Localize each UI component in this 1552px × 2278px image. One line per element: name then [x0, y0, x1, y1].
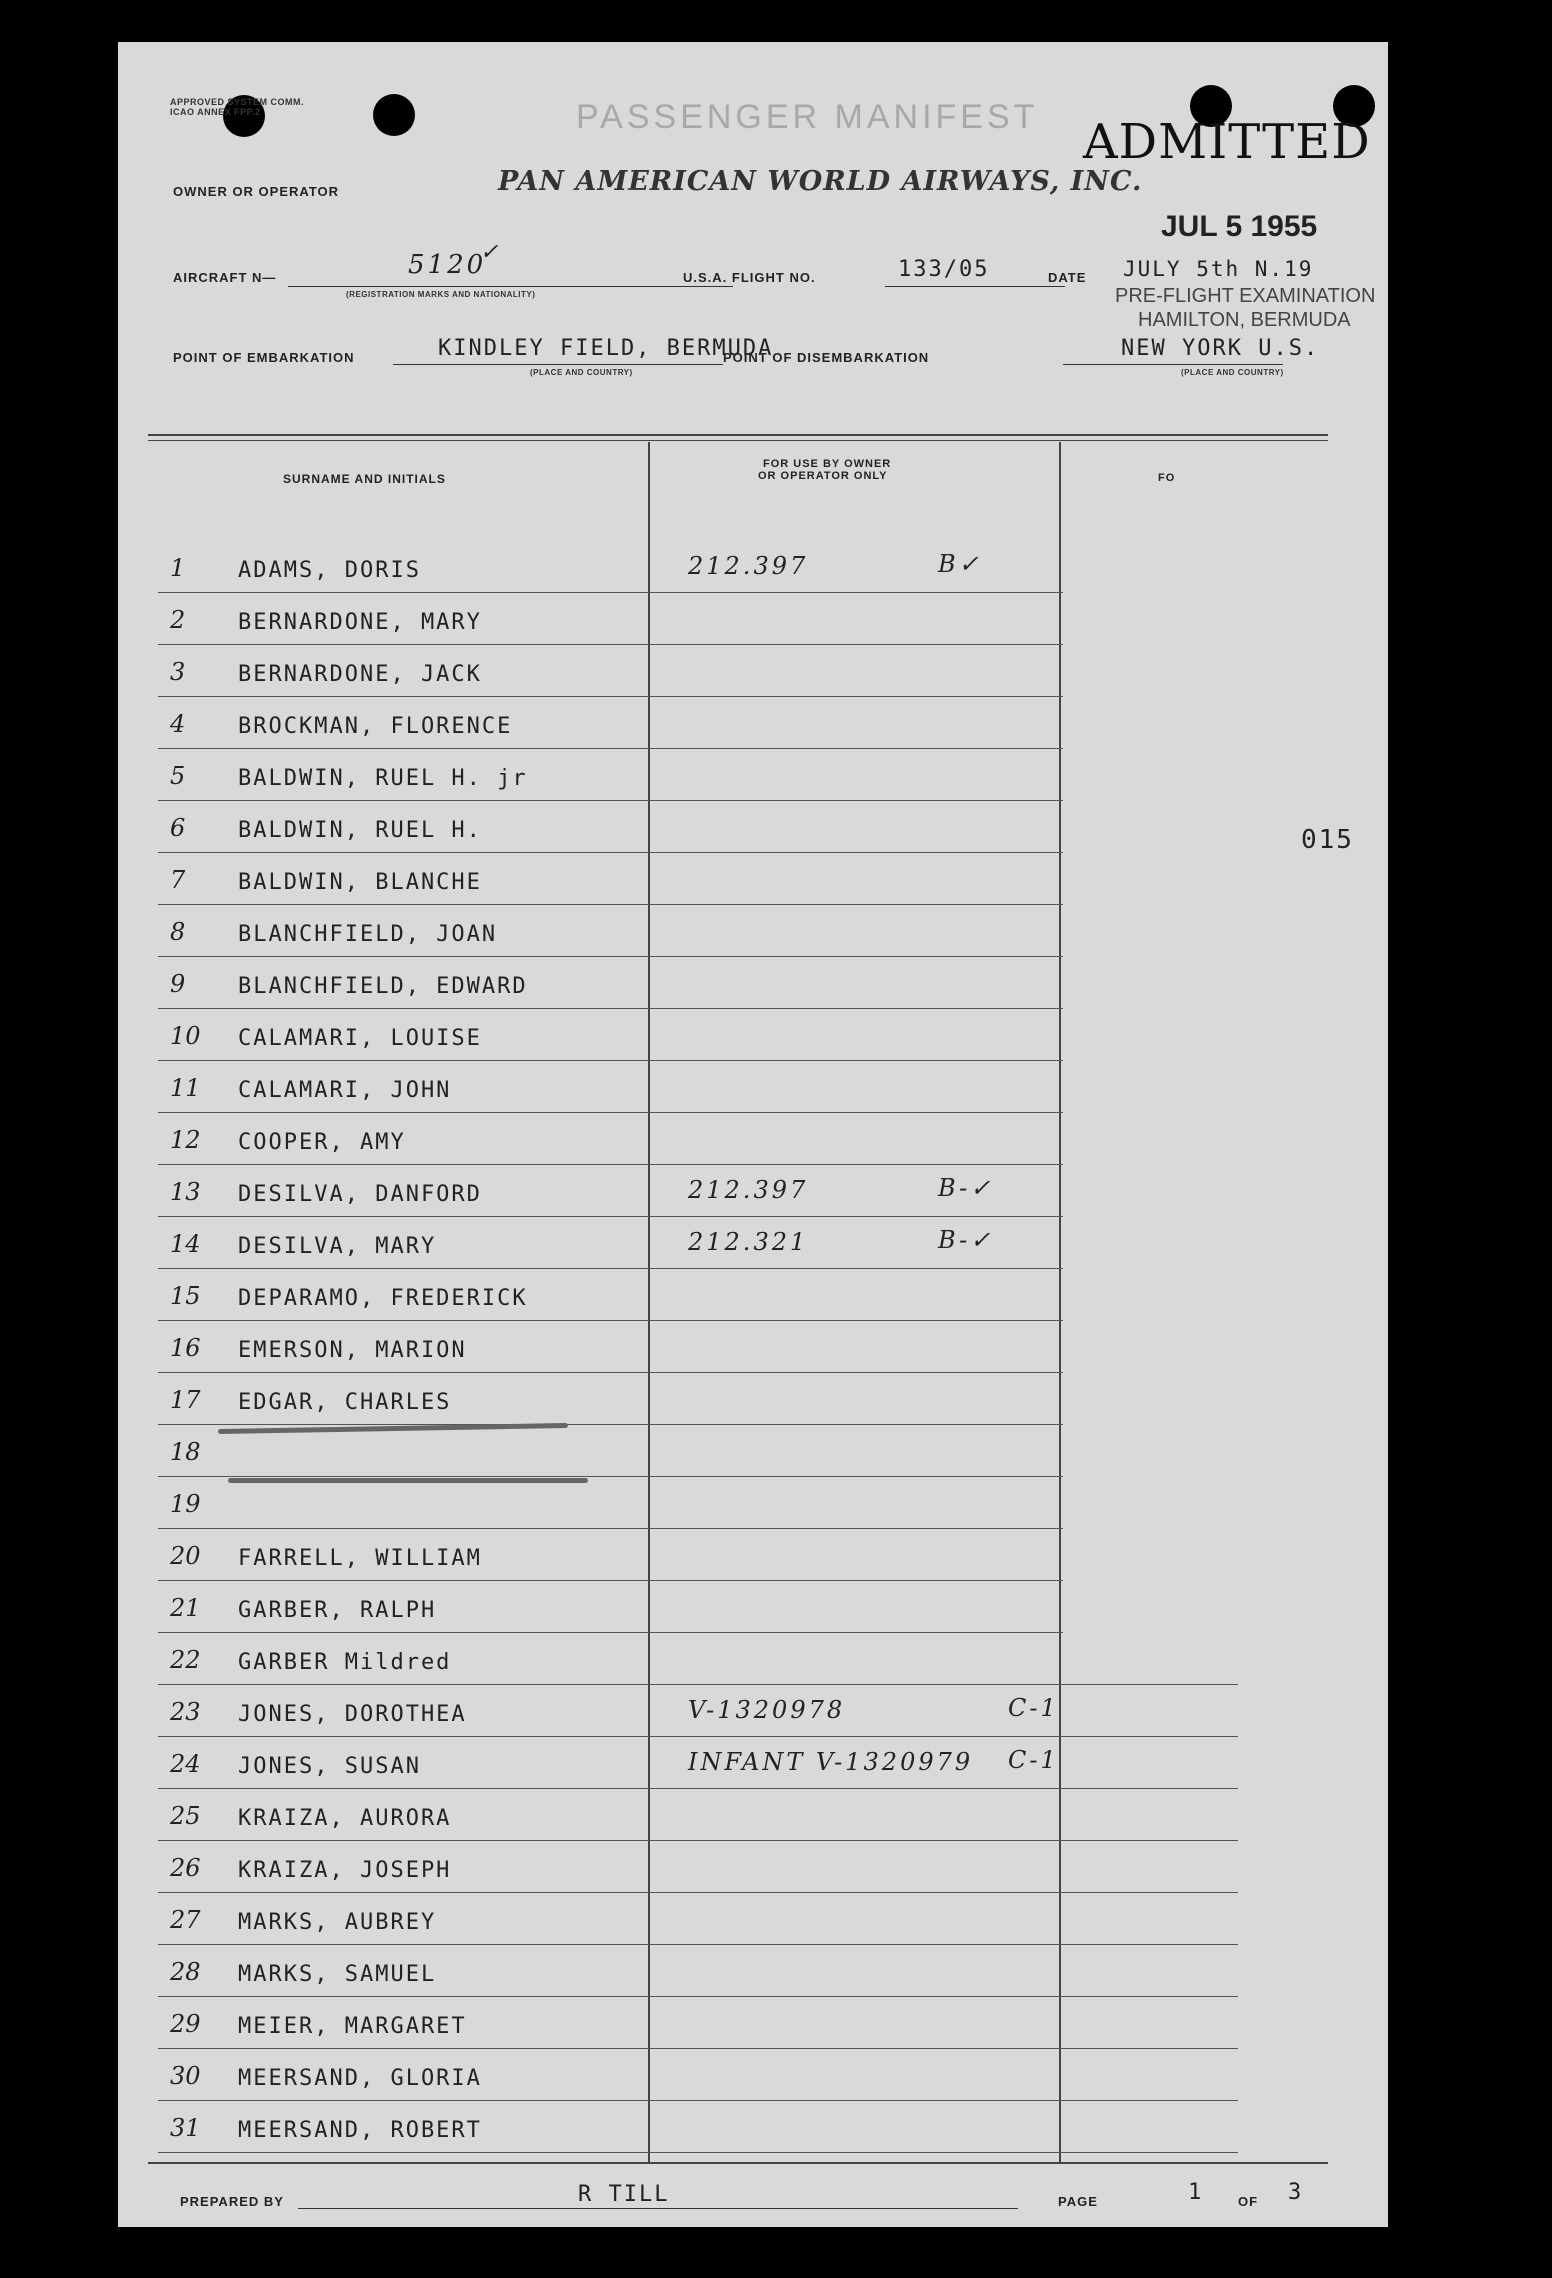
passenger-name: KRAIZA, JOSEPH [238, 1858, 452, 1883]
passenger-name: BERNARDONE, JACK [238, 662, 482, 687]
passenger-name: MARKS, SAMUEL [238, 1962, 437, 1987]
passenger-name: CALAMARI, LOUISE [238, 1026, 482, 1051]
row-number: 14 [170, 1230, 201, 1258]
row-number: 1 [170, 554, 186, 582]
row-number: 26 [170, 1854, 201, 1882]
passenger-name: GARBER Mildred [238, 1650, 452, 1675]
owner-label: OWNER OR OPERATOR [173, 184, 340, 199]
row-number: 28 [170, 1958, 201, 1986]
passenger-name: FARRELL, WILLIAM [238, 1546, 482, 1571]
operator-note: V-1320978 [688, 1696, 846, 1724]
row-number: 18 [170, 1438, 201, 1466]
owner-value: PAN AMERICAN WORLD AIRWAYS, INC. [498, 166, 1143, 197]
row-number: 8 [170, 918, 186, 946]
strike-mark [228, 1478, 588, 1483]
passenger-name: BLANCHFIELD, JOAN [238, 922, 498, 947]
prepared-value: R TILL [578, 2182, 670, 2207]
aircraft-value: 5120 [408, 250, 487, 280]
page-label: PAGE [1058, 2194, 1098, 2209]
disembark-value: NEW YORK U.S. [1121, 336, 1320, 361]
passenger-name: DEPARAMO, FREDERICK [238, 1286, 528, 1311]
row-number: 21 [170, 1594, 201, 1622]
embark-sub: (PLACE AND COUNTRY) [530, 368, 633, 377]
row-number: 17 [170, 1386, 201, 1414]
of-value: 3 [1288, 2180, 1304, 2205]
aircraft-label: AIRCRAFT N— [173, 270, 277, 285]
flight-value: 133/05 [898, 257, 990, 282]
row-number: 6 [170, 814, 186, 842]
row-number: 7 [170, 866, 186, 894]
of-label: OF [1238, 2194, 1259, 2209]
row-number: 27 [170, 1906, 201, 1934]
passenger-name: BALDWIN, BLANCHE [238, 870, 482, 895]
passenger-name: COOPER, AMY [238, 1130, 406, 1155]
embark-label: POINT OF EMBARKATION [173, 350, 355, 365]
operator-note: 212.397 [688, 1176, 809, 1204]
operator-tag: B✓ [938, 550, 982, 578]
operator-tag: B-✓ [938, 1174, 994, 1202]
row-number: 19 [170, 1490, 201, 1518]
row-number: 4 [170, 710, 186, 738]
row-number: 31 [170, 2114, 201, 2142]
row-number: 23 [170, 1698, 201, 1726]
operator-note: INFANT V-1320979 [688, 1748, 974, 1776]
operator-tag: B-✓ [938, 1226, 994, 1254]
passenger-name: DESILVA, DANFORD [238, 1182, 482, 1207]
date-value: JULY 5th N.19 [1123, 257, 1314, 281]
passenger-name: MARKS, AUBREY [238, 1910, 437, 1935]
row-number: 12 [170, 1126, 201, 1154]
stamp-date: JUL 5 1955 [1161, 210, 1318, 243]
operator-note: 212.321 [688, 1228, 809, 1256]
row-number: 10 [170, 1022, 201, 1050]
column-third: FO [1158, 472, 1176, 484]
admitted-stamp: ADMITTED [1083, 114, 1371, 170]
aircraft-check: ✓ [480, 240, 502, 265]
passenger-name: MEIER, MARGARET [238, 2014, 467, 2039]
column-names: SURNAME AND INITIALS [283, 472, 446, 486]
manifest-page [118, 42, 1388, 2227]
row-number: 30 [170, 2062, 201, 2090]
prepared-label: PREPARED BY [180, 2194, 284, 2209]
operator-tag: C-1 [1008, 1746, 1059, 1774]
passenger-name: EMERSON, MARION [238, 1338, 467, 1363]
passenger-name: BERNARDONE, MARY [238, 610, 482, 635]
passenger-name: DESILVA, MARY [238, 1234, 437, 1259]
approval-note: APPROVED SYSTEM COMM. ICAO ANNEX FPP.2 [170, 97, 305, 117]
aircraft-sub: (REGISTRATION MARKS AND NATIONALITY) [346, 290, 536, 299]
passenger-name: BROCKMAN, FLORENCE [238, 714, 513, 739]
passenger-name: GARBER, RALPH [238, 1598, 437, 1623]
row-number: 2 [170, 606, 186, 634]
passenger-name: CALAMARI, JOHN [238, 1078, 452, 1103]
row-number: 16 [170, 1334, 201, 1362]
flight-label: U.S.A. FLIGHT NO. [683, 270, 816, 285]
operator-note: 212.397 [688, 552, 809, 580]
passenger-name: BALDWIN, RUEL H. jr [238, 766, 528, 791]
date-label: DATE [1048, 270, 1087, 285]
operator-tag: C-1 [1008, 1694, 1059, 1722]
stamp-line-2: HAMILTON, BERMUDA [1138, 309, 1351, 331]
passenger-name: ADAMS, DORIS [238, 558, 421, 583]
row-number: 3 [170, 658, 186, 686]
passenger-name: MEERSAND, GLORIA [238, 2066, 482, 2091]
embark-value: KINDLEY FIELD, BERMUDA [438, 336, 774, 361]
punch-hole [373, 94, 415, 136]
row-number: 25 [170, 1802, 201, 1830]
row-number: 22 [170, 1646, 201, 1674]
disembark-label: POINT OF DISEMBARKATION [723, 350, 930, 365]
passenger-name: BALDWIN, RUEL H. [238, 818, 482, 843]
passenger-name: KRAIZA, AURORA [238, 1806, 452, 1831]
column-owner-use-2: OR OPERATOR ONLY [758, 470, 888, 482]
passenger-name: JONES, SUSAN [238, 1754, 421, 1779]
disembark-sub: (PLACE AND COUNTRY) [1181, 368, 1284, 377]
stamp-line-1: PRE-FLIGHT EXAMINATION [1115, 285, 1376, 307]
row-number: 29 [170, 2010, 201, 2038]
column-owner-use-1: FOR USE BY OWNER [763, 458, 892, 470]
side-number: 015 [1301, 825, 1354, 855]
form-title: PASSENGER MANIFEST [576, 98, 1039, 136]
passenger-name: BLANCHFIELD, EDWARD [238, 974, 528, 999]
row-number: 13 [170, 1178, 201, 1206]
row-number: 5 [170, 762, 186, 790]
row-number: 9 [170, 970, 186, 998]
passenger-name: EDGAR, CHARLES [238, 1390, 452, 1415]
row-number: 11 [170, 1074, 201, 1102]
passenger-name: MEERSAND, ROBERT [238, 2118, 482, 2143]
row-number: 20 [170, 1542, 201, 1570]
page-value: 1 [1188, 2180, 1204, 2205]
row-number: 24 [170, 1750, 201, 1778]
row-number: 15 [170, 1282, 201, 1310]
passenger-name: JONES, DOROTHEA [238, 1702, 467, 1727]
